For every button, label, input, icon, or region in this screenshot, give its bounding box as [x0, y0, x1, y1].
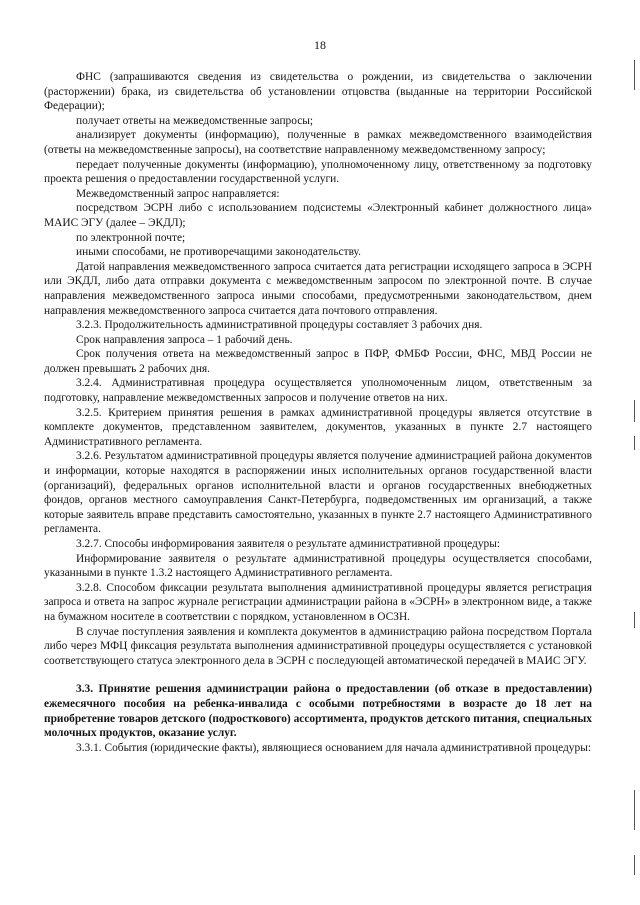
- section-heading: 3.3. Принятие решения администрации района о предоставлении (об отказе в предоставлении) ежемесячного пособия на ребенка-инвалида с особыми потребностями в возрасте до 18 лет на приобретение товаров детского (подросткового) ассортимента, продуктов детского питания, специальных молочных продуктов, оказание услуг.: [44, 683, 592, 740]
- paragraph: передает полученные документы (информацию), уполномоченному лицу, ответственному за подготовку проекта решения о предоставлении государственной услуги.: [44, 158, 592, 186]
- paragraph: Срок получения ответа на межведомственный запрос в ПФР, ФМБФ России, ФНС, МВД России не должен превышать 2 рабочих дня.: [44, 348, 592, 375]
- paragraph: анализирует документы (информацию), полученные в рамках межведомственного взаимодействия (ответы на межведомственные запросы), на соответствие направленному межведомственному запросу;: [44, 129, 592, 156]
- paragraph: Датой направления межведомственного запроса считается дата регистрации исходящего запроса в ЭСРН или ЭКДЛ, либо дата отправки документа с межведомственным запросом по электронной почте. В случае направления межведомственного запроса иными способами, предусмотренными законодательством, днем направления межведомственного запроса считается дата почтового отправления.: [44, 260, 592, 317]
- paragraph: Межведомственный запрос направляется:: [76, 187, 280, 200]
- paragraph: ФНС (запрашиваются сведения из свидетельства о рождении, из свидетельства о заключении (расторжении) брака, из свидетельства об установлении отцовства (выданные на территории Российской Федерации);: [44, 71, 592, 113]
- page-number: 18: [314, 38, 326, 52]
- paragraph: Срок направления запроса – 1 рабочий день.: [76, 333, 293, 346]
- paragraph: иными способами, не противоречащими законодательству.: [76, 246, 361, 259]
- paragraph: по электронной почте;: [76, 231, 186, 244]
- scan-edge-mark: [634, 855, 635, 875]
- paragraph: 3.3.1. События (юридические факты), являющиеся основанием для начала административной процедуры:: [76, 741, 592, 754]
- scan-edge-mark: [634, 60, 635, 90]
- document-body: [44, 70, 592, 755]
- scan-edge-mark: [634, 612, 635, 628]
- paragraph: 3.2.8. Способом фиксации результата выполнения административной процедуры является регистрация запроса и ответа на запрос журнале регистрации администрации района в «ЭСРН» в электронном виде, а также на бумажном носителе в соответствии с порядком, установленном в ОСЗН.: [44, 581, 592, 623]
- paragraph: 3.2.7. Способы информирования заявителя о результате административной процедуры:: [76, 538, 501, 550]
- paragraph: 3.2.6. Результатом административной процедуры является получение администрацией района документов и информации, которые находятся в распоряжении иных исполнительных органов государственной власти (организаций), федеральных органов исполнительной власти и органов государственных внебюджетных фондов, органов местного самоуправления Санкт-Петербурга, подведомственных им организаций, а также которые заявитель вправе представить самостоятельно, указанных в пункте 2.7 настоящего Административного регламента.: [44, 450, 592, 536]
- scan-edge-mark: [634, 436, 635, 450]
- scan-edge-mark: [634, 790, 635, 830]
- paragraph: В случае поступления заявления и комплекта документов в администрацию района посредством Портала либо через МФЦ фиксация результата выполнения административной процедуры осуществляется с установкой соответствующего статуса электронного дела в ЭСРН с последующей автоматической передачей в МАИС ЭГУ.: [44, 625, 592, 667]
- paragraph: 3.2.5. Критерием принятия решения в рамках административной процедуры является отсутствие в комплекте документов, представленном заявителем, документов, указанных в пункте 2.7 настоящего Административного регламента.: [44, 406, 592, 448]
- paragraph: Информирование заявителя о результате административной процедуры осуществляется способами, указанными в пункте 1.3.2 настоящего Административного регламента.: [44, 552, 592, 580]
- paragraph: посредством ЭСРН либо с использованием подсистемы «Электронный кабинет должностного лица» МАИС ЭГУ (далее – ЭКДЛ);: [44, 202, 592, 229]
- paragraph: 3.2.4. Административная процедура осуществляется уполномоченным лицом, ответственным за подготовку, направление межведомственных запросов и получение ответов на них.: [44, 377, 592, 405]
- scan-edge-mark: [634, 400, 635, 422]
- paragraph: 3.2.3. Продолжительность административной процедуры составляет 3 рабочих дня.: [76, 319, 483, 332]
- paragraph: получает ответы на межведомственные запросы;: [76, 114, 314, 127]
